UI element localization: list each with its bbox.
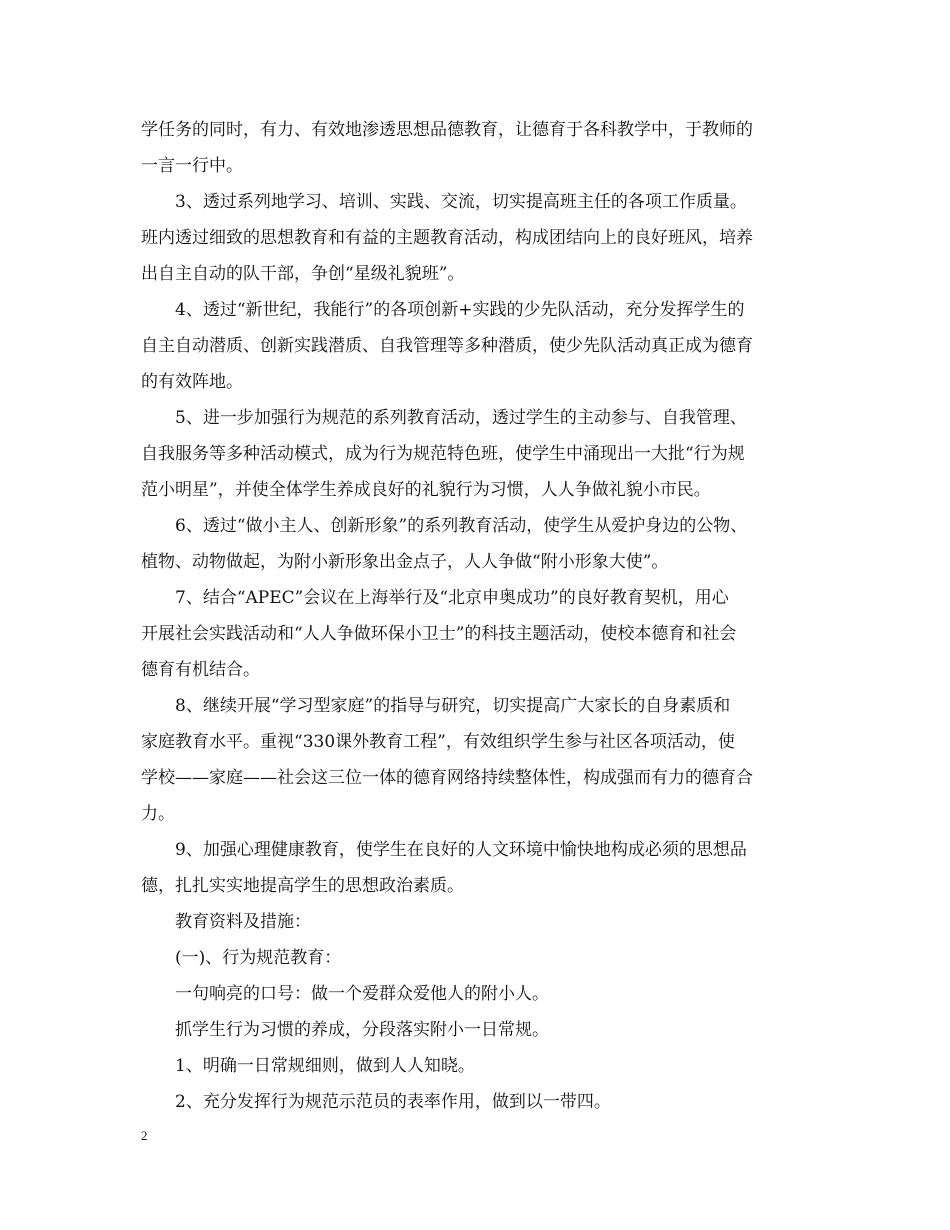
text-line: 德，扎扎实实地提高学生的思想政治素质。: [141, 876, 464, 896]
text-line: 植物、动物做起，为附小新形象出金点子，人人争做“附小形象大使”。: [141, 552, 669, 572]
text-line: 力。: [141, 804, 175, 824]
text-line: 家庭教育水平。重视“330课外教育工程”，有效组织学生参与社区各项活动，使: [141, 732, 735, 752]
text-line: 德育有机结合。: [141, 660, 260, 680]
text-line: 7、结合“APEC”会议在上海举行及“北京申奥成功”的良好教育契机，用心: [175, 588, 729, 608]
text-line: 5、进一步加强行为规范的系列教育活动，透过学生的主动参与、自我管理、: [175, 408, 747, 428]
text-line: 4、透过“新世纪，我能行”的各项创新+实践的少先队活动，充分发挥学生的: [175, 300, 745, 320]
text-line: 1、明确一日常规细则，做到人人知晓。: [175, 1056, 475, 1076]
text-line: 3、透过系列地学习、培训、实践、交流，切实提高班主任的各项工作质量。: [175, 192, 747, 212]
text-line: 自主自动潜质、创新实践潜质、自我管理等多种潜质，使少先队活动真正成为德育: [141, 336, 753, 356]
page-number: 2: [141, 1128, 148, 1143]
text-line: 8、继续开展“学习型家庭”的指导与研究，切实提高广大家长的自身素质和: [175, 696, 731, 716]
text-line: 范小明星”，并使全体学生养成良好的礼貌行为习惯，人人争做礼貌小市民。: [141, 480, 711, 500]
text-line: 学校——家庭——社会这三位一体的德育网络持续整体性，构成强而有力的德育合: [141, 768, 753, 788]
text-line: 学任务的同时，有力、有效地渗透思想品德教育，让德育于各科教学中，于教师的: [141, 120, 753, 140]
text-line: 2、充分发挥行为规范示范员的表率作用，做到以一带四。: [175, 1092, 611, 1112]
text-line: 一句响亮的口号：做一个爱群众爱他人的附小人。: [175, 984, 549, 1004]
text-line: 9、加强心理健康教育，使学生在良好的人文环境中愉快地构成必须的思想品: [175, 840, 747, 860]
text-line: 教育资料及措施：: [175, 912, 311, 932]
text-line: (一)、行为规范教育：: [175, 948, 342, 968]
text-line: 抓学生行为习惯的养成，分段落实附小一日常规。: [175, 1020, 549, 1040]
text-line: 开展社会实践活动和“人人争做环保小卫士”的科技主题活动，使校本德育和社会: [141, 624, 737, 644]
text-line: 班内透过细致的思想教育和有益的主题教育活动，构成团结向上的良好班风，培养: [141, 228, 753, 248]
text-line: 一言一行中。: [141, 156, 243, 176]
text-line: 的有效阵地。: [141, 372, 243, 392]
text-line: 自我服务等多种活动模式，成为行为规范特色班，使学生中涌现出一大批“行为规: [141, 444, 745, 464]
text-line: 出自主自动的队干部，争创“星级礼貌班”。: [141, 264, 465, 284]
text-line: 6、透过“做小主人、创新形象”的系列教育活动，使学生从爱护身边的公物、: [175, 516, 748, 536]
document-body: [141, 112, 813, 1120]
